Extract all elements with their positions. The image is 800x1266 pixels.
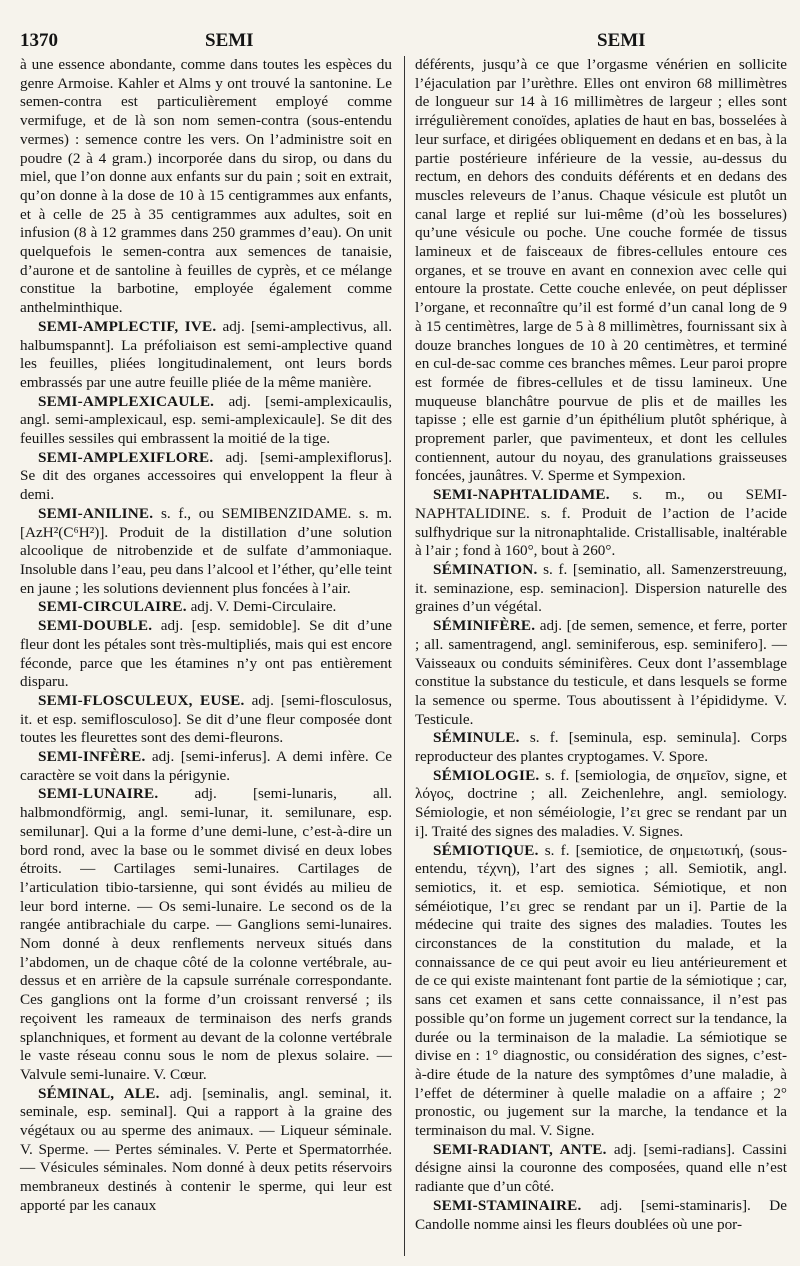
entry-text: adj. [semi-inferus]. A demi infère. Ce caractère se voit dans la périgynie. [20,748,392,784]
entry-text: adj. [semi-flosculosus, it. et esp. semiflosculoso]. Se dit d’une fleur composée dont toutes les fleurettes sont des demi-fleurons. [20,691,392,747]
dictionary-entry [415,617,787,729]
dictionary-entry [20,617,392,692]
entry-text: adj. [semi-lunaris, all. halbmondförmig, angl. semi-lunar, it. semilunare, esp. semilunar]. Qui a la forme d’une demi-lune, c’est-à-dire un bord rond, avec la base ou le sommet divisé en deux lobes étroits. — Cartilages semi-lunaires. Cartilages de l’articulation tibio-tarsienne, qui sont évidés au milieu de leur bord interne. — Os semi-lunaire. Le second os de la rangée antibrachiale du carpe. — Ganglions semi-lunaires. Nom donné à deux renflements nerveux situés dans l’abdomen, un de chaque côté de la colonne vertébrale, au-dessus et en arrière de la capsule surrénale correspondante. Ces ganglions ont la forme d’un croissant renversé ; ils reçoivent les rameaux de terminaison des nerfs grands splanchniques, et forment au devant de la colonne vertébrale le vaste réseau connu sous le nom de plexus solaire. — Valvule semi-lunaire. V. Cœur. [20,785,392,1083]
headword: SÉMIOTIQUE. [433,841,539,859]
entry-continuation [415,56,787,486]
dictionary-entry [20,318,392,393]
entry-text: adj. [semi-radians]. Cassini désigne ainsi la couronne des composées, quand elle n’est radiante que d’un côté. [415,1140,788,1196]
entry-text: s. f. [seminatio, all. Samenzerstreuung, it. seminazione, esp. seminacion]. Dispersion naturelle des graines d’un végétal. [415,560,787,616]
entry-text: s. f. [semiologia, de σημεῖον, signe, et λόγος, doctrine ; all. Zeichenlehre, angl. semiology. Sémiologie, et non séméiologie, l’ει grec se rendant par un i]. Traité des signes des maladies. V. Signes. [415,766,787,840]
entry-text: s. f. [seminula, esp. seminula]. Corps reproducteur des plantes cryptogames. V. Spore. [415,729,787,766]
headword: SEMI-ANILINE. [38,504,154,522]
entry-continuation [20,56,392,318]
entry-text: s. m., ou SEMI-NAPHTALIDINE. s. f. Produit de l’action de l’acide sulfhydrique sur la nitronaphtalide. Cristallisable, inaltérable à l’air ; fond à 160°, bout à 260°. [415,486,787,560]
entry-text: adj. [de semen, semence, et ferre, porter ; all. samentragend, angl. seminiferous, esp. seminifero]. — Vaisseaux ou conduits séminifères. Ceux dont l’assemblage constitue la substance du testicule, et dans lesquels se forme la semence ou sperme. Tous aboutissent à l’épididyme. V. Testicule. [415,617,788,728]
dictionary-entry [20,393,392,449]
dictionary-entry [415,486,787,561]
headword: SEMI-RADIANT, ANTE. [433,1140,607,1158]
running-title-left: SEMI [205,30,254,51]
headword: SÉMINAL, ALE. [38,1084,160,1102]
dictionary-entry [415,729,787,766]
entry-text: adj. [esp. semidoble]. Se dit d’une fleur dont les pétales sont très-multipliés, mais qui est encore féconde, parce que les étamines n’y ont pas entièrement disparu. [20,617,393,691]
dictionary-entry [415,767,787,842]
entry-text: adj. V. Demi-Circulaire. [190,598,337,616]
headword: SEMI-STAMINAIRE. [433,1196,582,1214]
dictionary-entry [415,1141,787,1197]
running-head [20,26,786,56]
entry-text: adj. [semi-staminaris]. De Candolle nomme ainsi les fleurs doublées où une por- [415,1196,788,1233]
column-divider [404,56,405,1256]
entry-text: à une essence abondante, comme dans toutes les espèces du genre Armoise. Kahler et Alms y ont trouvé la santonine. Le semen-contra est particulièrement employé comme vermifuge, et de là son nom semen-contra (sous-entendu vermes) : semence contre les vers. On l’administre soit en poudre (2 à 4 gram.) incorporée dans du sirop, ou dans du miel, que l’on donne aux enfants sur du pain ; soit en extrait, qu’on donne à la dose de 10 à 15 centigrammes aux enfants, et à celle de 25 à 35 centigrammes aux adultes, soit en infusion (8 à 12 grammes dans 250 grammes d’eau). On unit quelquefois le semen-contra aux semences de tanaisie, d’aurone et de santoline à feuilles de cyprès, et ce mélange constitue la barbotine, employée également comme anthelminthique. [20,56,392,317]
entry-text: adj. [semi-amplexiflorus]. Se dit des organes accessoires qui enveloppent la fleur à demi. [20,448,393,504]
dictionary-entry [415,842,787,1141]
headword: SÉMINULE. [433,729,520,747]
dictionary-entry [20,748,392,785]
headword: SÉMIOLOGIE. [433,766,540,784]
dictionary-entry [20,1085,392,1216]
dictionary-entry [20,598,392,617]
dictionary-entry [415,1197,787,1234]
entry-text: s. f. [semiotice, de σημειωτική, (sous-entendu, τέχνη), l’art des signes ; all. Semiotik, angl. semiotics, it. et esp. semiotica. Sémiotique, et non séméiotique, l’ει grec se rendant par un i]. Partie de la médecine qui traite des signes des maladies. Toutes les circonstances de la constitution du malade, et la connaissance de ce qui peut avoir eu lieu antérieurement et de ce qui existe maintenant font partie de la sémiotique ; car, sans cet examen et sans cette connaissance, il n’est pas possible qu’on forme un jugement correct sur la tendance, la durée ou la terminaison de la maladie. La sémiotique se divise en : 1° diagnostic, ou considération des signes, c’est-à-dire étude de la nature des symptômes d’une maladie, à l’effet de déterminer à quelle maladie on a affaire ; 2° pronostic, ou jugement sur la marche, la tendance et la terminaison du mal. V. Signe. [415,841,787,1140]
running-title-right: SEMI [597,30,646,51]
right-column [415,56,787,1234]
text-columns [20,56,786,1266]
headword: SÉMINIFÈRE. [433,617,536,635]
entry-text: adj. [seminalis, angl. seminal, it. seminale, esp. seminal]. Qui a rapport à la graine des végétaux ou au sperme des animaux. — Liqueur séminale. V. Sperme. — Pertes séminales. V. Perte et Spermatorrhée. — Vésicules séminales. Nom donné à deux petits réservoirs membraneux destinés à contenir le sperme, qui leur est apporté par les canaux [20,1084,392,1214]
headword: SEMI-DOUBLE. [38,617,153,635]
dictionary-entry [20,449,392,505]
entry-text: s. f., ou SEMIBENZIDAME. s. m. [AzH²(C⁶H²)]. Produit de la distillation d’une solution alcoolique de nitrobenzide et de sulfate d’ammoniaque. Insoluble dans l’eau, peu dans l’alcool et l’éther, qu’elle teint en jaune ; les solutions deviennent plus foncées à l’air. [20,504,393,597]
entry-text: déférents, jusqu’à ce que l’orgasme vénérien en sollicite l’éjaculation par l’urèthre. Elles ont environ 68 millimètres de longueur sur 14 à 16 millimètres de largeur ; elles sont irrégulièrement conoïdes, aplaties de haut en bas, bosselées à leur surface, et dirigées obliquement en dedans et en bas, à la partie postérieure inférieure de la vessie, au-dessus du rectum, en dehors des conduits déférents et en dedans des muscles releveurs de l’anus. Chaque vésicule est plutôt un canal large et replié sur lui-même (d’où les bosselures) qu’une vésicule ou poche. Une couche formée de tissus lamineux et de faisceaux de fibres-cellules entoure ces organes, et se trouve en avant en connexion avec celle qui entoure la prostate. Cette couche enlevée, on peut déplisser l’organe, et reconnaître qu’il est formé d’un canal long de 9 à 15 centimètres, large de 5 à 8 millimètres, fournissant six à douze branches longues de 10 à 20 centimètres, et terminé en cul-de-sac comme ces branches mêmes. Leur paroi propre est formée de fibres-cellules et de tissu lamineux. Une muqueuse blanchâtre pourvue de plis et de mailles les tapisse ; elle est garnie d’un épithélium plutôt sphérique, à proprement parler, que pavimenteux, et dont les cellules contiennent, autour du noyau, des granulations graisseuses foncées, jaunâtres. V. Sperme et Sympexion. [415,56,787,485]
headword: SEMI-AMPLEXIFLORE. [38,448,214,466]
headword: SEMI-AMPLEXICAULE. [38,392,215,410]
dictionary-entry [415,561,787,617]
headword: SEMI-AMPLECTIF, IVE. [38,317,217,335]
dictionary-entry [20,692,392,748]
entry-text: adj. [semi-amplectivus, all. halbumspannt]. La préfoliaison est semi-amplective quand les feuilles, pliées longitudinalement, ont leurs bords embrassés par une autre feuille pliée de la même manière. [20,317,392,391]
headword: SEMI-NAPHTALIDAME. [433,486,610,504]
headword: SEMI-CIRCULAIRE. [38,598,187,616]
left-column [20,56,392,1216]
headword: SEMI-LUNAIRE. [38,785,159,803]
page-number: 1370 [20,30,58,51]
dictionary-entry [20,785,392,1084]
headword: SEMI-FLOSCULEUX, EUSE. [38,691,245,709]
headword: SÉMINATION. [433,560,538,578]
dictionary-entry [20,505,392,599]
headword: SEMI-INFÈRE. [38,748,146,766]
entry-text: adj. [semi-amplexicaulis, angl. semi-amplexicaul, esp. semi-amplexicaule]. Se dit des feuilles sessiles qui embrassent la moitié de la tige. [20,392,392,448]
